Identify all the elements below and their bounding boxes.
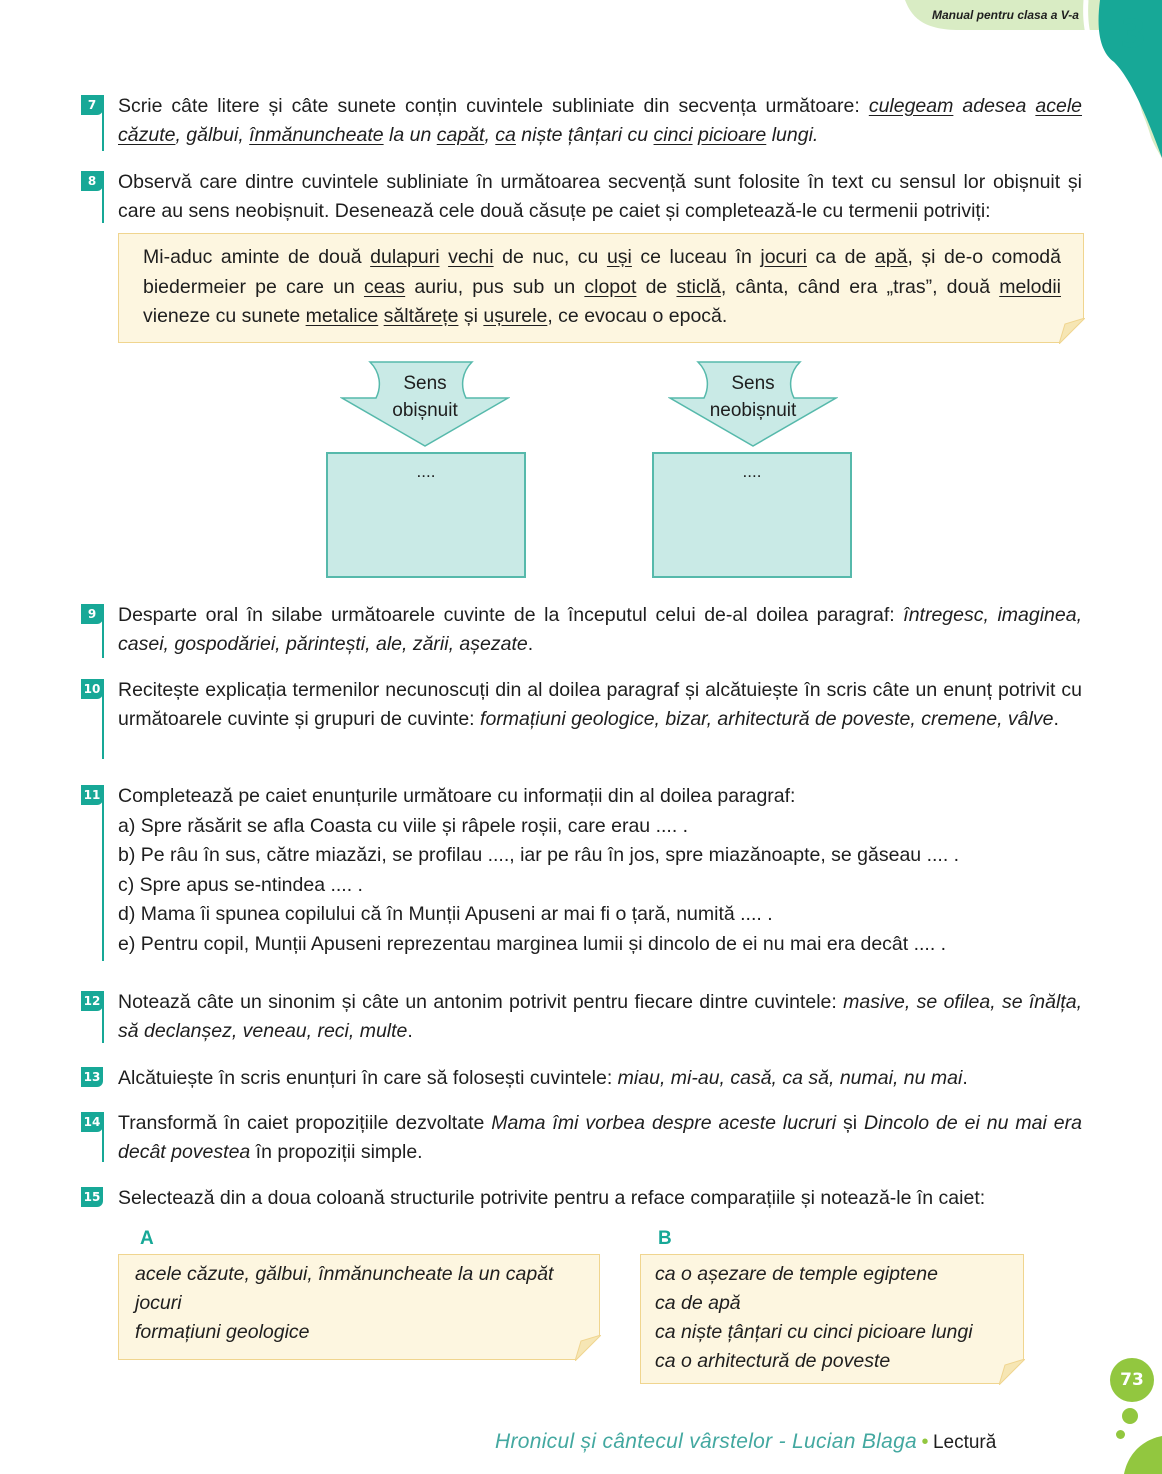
- column-b-label: B: [658, 1228, 672, 1249]
- sens-neobisnuit-box: ....: [652, 452, 852, 578]
- list-item: d) Mama îi spunea copilului că în Munții Apuseni ar mai fi o țară, numită .... .: [118, 903, 773, 925]
- quote-note: [118, 233, 1084, 343]
- exercise-marker-line: [102, 991, 104, 1043]
- exercise-marker-line: [102, 171, 104, 223]
- exercise-14-text: Transformă în caiet propozițiile dezvoltate Mama îmi vorbea despre aceste lucruri și Dincolo de ei nu mai era decât povestea în propoziții simple.: [118, 1112, 1082, 1163]
- exercise-marker-line: [102, 604, 104, 658]
- sens-obisnuit-box: ....: [326, 452, 526, 578]
- exercise-10-text: Recitește explicația termenilor necunoscuți din al doilea paragraf și alcătuiește în scris câte un enunț potrivit cu următoarele cuvinte și grupuri de cuvinte: formațiuni geologice, bizar, arhitectură de poveste, cremene, vâlve.: [118, 679, 1082, 730]
- list-item: b) Pe râu în sus, către miazăzi, se profilau ...., iar pe râu în jos, spre miazănoapte, se găseau .... .: [118, 844, 960, 866]
- footer-section: Lectură: [932, 1432, 997, 1453]
- exercise-7-text: Scrie câte litere și câte sunete conțin cuvintele subliniate din secvența următoare: culegeam adesea acele căzute, gălbui, înmănuncheate la un capăt, ca niște țânțari cu cinci picioare lungi.: [118, 95, 1082, 146]
- list-item: ca o așezare de temple egiptene: [655, 1263, 938, 1285]
- list-item: e) Pentru copil, Munții Apuseni reprezentau marginea lumii și dincolo de ei nu mai era decât .... .: [118, 932, 947, 955]
- list-item: acele căzute, gălbui, înmănuncheate la un capăt: [135, 1263, 554, 1285]
- exercise-9-text: Desparte oral în silabe următoarele cuvinte de la începutul celui de-al doilea paragraf: întregesc, imaginea, casei, gospodăriei, părintești, ale, zării, așezate.: [118, 604, 1082, 655]
- exercise-marker-line: [102, 679, 104, 759]
- exercise-marker-line: [102, 95, 104, 151]
- list-item: ca de apă: [655, 1292, 741, 1314]
- decorative-dot: [1122, 1408, 1138, 1424]
- sens-obisnuit-label: Sens obișnuit: [392, 373, 458, 421]
- page-number-badge: [1110, 1358, 1154, 1402]
- manual-label: Manual pentru clasa a V-a: [932, 8, 1079, 22]
- note-fold-corner: [1059, 318, 1085, 344]
- page-number: 73: [1120, 1370, 1144, 1390]
- exercise-number-7: 7: [81, 95, 103, 115]
- list-item: ca niște țânțari cu cinci picioare lungi: [655, 1321, 973, 1343]
- exercise-8-text: Observă care dintre cuvintele subliniate în următoarea secvență sunt folosite în text cu sensul lor obișnuit și care au sens neobișnuit. Desenează cele două căsuțe pe caiet și completează-le cu termenii potriviți:: [118, 171, 1082, 222]
- exercise-13-text: Alcătuiește în scris enunțuri în care să folosești cuvintele: miau, mi-au, casă, ca să, numai, nu mai.: [118, 1067, 968, 1089]
- list-item: a) Spre răsărit se afla Coasta cu viile și râpele roșii, care erau .... .: [118, 814, 689, 837]
- list-item: formațiuni geologice: [135, 1321, 310, 1343]
- exercise-11-text: Completează pe caiet enunțurile următoare cu informații din al doilea paragraf: a) Spre răsărit se afla Coasta cu viile și râpele roșii, care erau .... . b) Pe râu în sus, către miazăzi, se profilau ...., iar pe râu în jos, spre miazănoapte, se găseau .... . c) Spre apus se-ntindea .... . d) Mama îi spunea copilului că în Munții Apuseni ar mai fi o țară, numită .... . e) Pentru copil, Munții Apuseni reprezentau marginea lumii și dincolo de ei nu mai era decât .... .: [118, 782, 1082, 959]
- footer-title: Hronicul și cântecul vârstelor - Lucian Blaga: [495, 1430, 918, 1453]
- exercise-number-13: 13: [81, 1067, 103, 1087]
- list-item: c) Spre apus se-ntindea .... .: [118, 873, 363, 896]
- column-a-note: [118, 1254, 600, 1360]
- note-fold-corner: [999, 1359, 1025, 1385]
- exercise-number-9: 9: [81, 604, 103, 624]
- exercise-marker-line: [102, 1112, 104, 1162]
- note-fold-corner: [575, 1335, 601, 1361]
- list-item: ca o arhitectură de poveste: [655, 1350, 891, 1372]
- footer-bullet: •: [921, 1431, 929, 1453]
- exercise-15-text: Selectează din a doua coloană structurile potrivite pentru a reface comparațiile și notează-le în caiet:: [118, 1187, 986, 1209]
- exercise-number-12: 12: [81, 991, 103, 1011]
- column-a-label: A: [140, 1228, 154, 1249]
- exercise-number-15: 15: [81, 1187, 103, 1207]
- quote-text: Mi-aduc aminte de două dulapuri vechi de nuc, cu uși ce luceau în jocuri ca de apă, și de-o comodă biedermeier pe care un ceas auriu, pus sub un clopot de sticlă, cânta, când era „tras”, două melodii vieneze cu sunete metalice săltărețe și ușurele, ce evocau o epocă.: [143, 246, 1061, 327]
- list-item: jocuri: [135, 1292, 182, 1314]
- exercise-number-14: 14: [81, 1112, 103, 1132]
- exercise-12-text: Notează câte un sinonim și câte un antonim potrivit pentru fiecare dintre cuvintele: masive, se ofilea, se înălța, să declanșez, veneau, reci, multe.: [118, 991, 1083, 1042]
- footer-line: [495, 1430, 996, 1454]
- unit-number: 3: [1120, 12, 1147, 56]
- sens-neobisnuit-label: Sens neobișnuit: [709, 373, 797, 421]
- exercise-marker-line: [102, 785, 104, 961]
- exercise-number-8: 8: [81, 171, 103, 191]
- exercise-number-10: 10: [81, 679, 103, 699]
- column-b-note: [640, 1254, 1024, 1384]
- footer-corner-decoration: [1120, 1432, 1162, 1474]
- exercise-number-11: 11: [81, 785, 103, 805]
